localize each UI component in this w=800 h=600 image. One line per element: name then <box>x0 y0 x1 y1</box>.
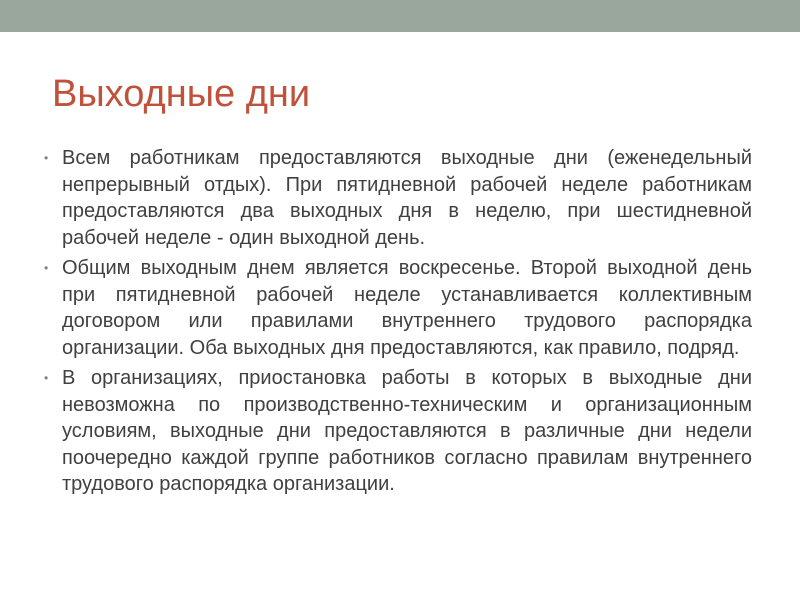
bullet-text: Общим выходным днем является воскресенье. Второй выходной день при пятидневной рабочей неделе устанавливается коллективным договором или правилами внутреннего трудового распорядка организации. Оба выходных дня предоставляются, как правило, подряд. <box>62 257 752 359</box>
bullet-marker: • <box>44 261 49 275</box>
bullet-marker: • <box>44 151 49 165</box>
slide-title: Выходные дни <box>52 73 311 115</box>
bullet-text: В организациях, приостановка работы в которых в выходные дни невозможна по производственно-техническим и организационным условиям, выходные дни предоставляются в различные дни недели поочередно каждой группе работников согласно правилам внутреннего трудового распорядка организации. <box>62 367 752 495</box>
bullet-marker: • <box>44 371 49 385</box>
bullet-item-2 <box>40 255 752 361</box>
bullet-item-1 <box>40 145 752 251</box>
header-bar <box>0 0 800 32</box>
bullet-item-3 <box>40 365 752 498</box>
bullet-list <box>40 145 752 502</box>
bullet-text: Всем работникам предоставляются выходные дни (еженедельный непрерывный отдых). При пятидневной рабочей неделе работникам предоставляются два выходных дня в неделю, при шестидневной рабочей неделе - один выходной день. <box>62 147 752 249</box>
